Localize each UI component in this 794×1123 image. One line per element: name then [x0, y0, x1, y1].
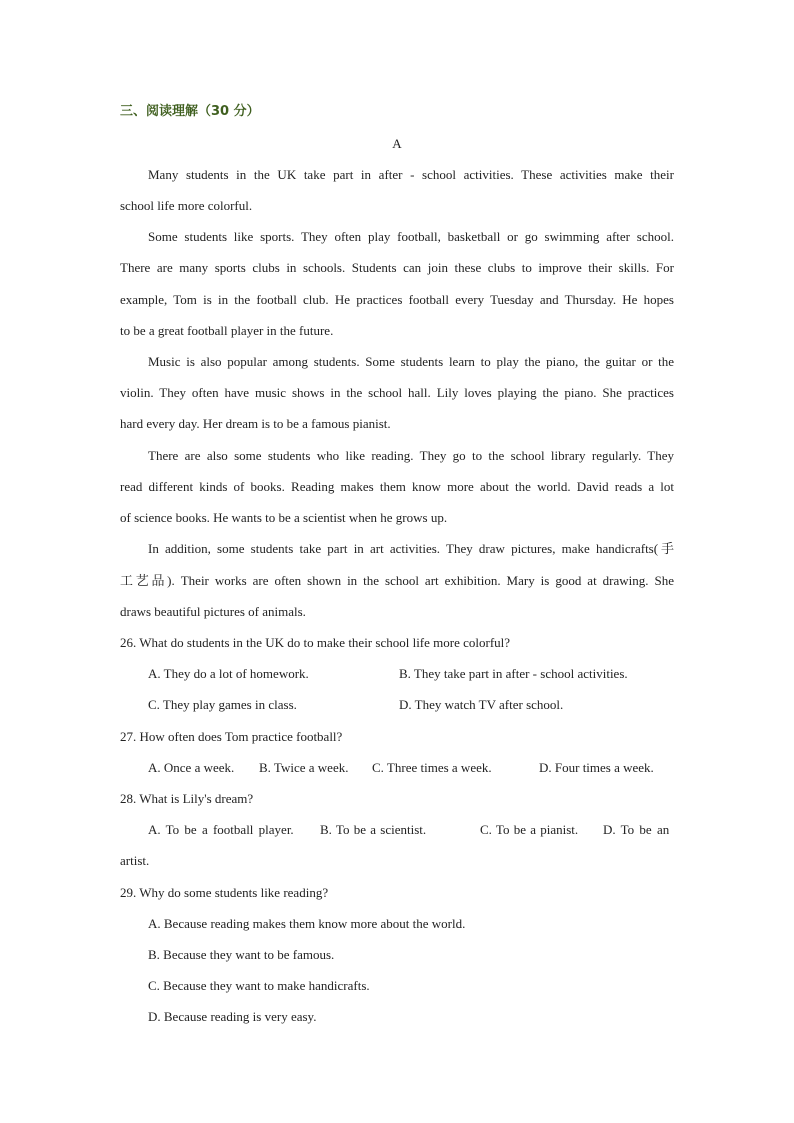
passage-line: to be a great football player in the future.: [120, 323, 334, 338]
question-28-stem: 28. What is Lily's dream?: [120, 791, 254, 806]
question-27-option-d: D. Four times a week.: [539, 760, 654, 775]
passage-line: hard every day. Her dream is to be a famous pianist.: [120, 416, 391, 431]
question-28-option-d: D. To be an: [603, 822, 670, 837]
question-28-option-b: B. To be a scientist.: [320, 822, 427, 837]
passage-line: Music is also popular among students. Some students learn to play the piano, the guitar or the: [148, 354, 674, 369]
passage-line: of science books. He wants to be a scientist when he grows up.: [120, 510, 448, 525]
passage-line: Some students like sports. They often play football, basketball or go swimming after school.: [148, 229, 674, 244]
question-26-option-d: D. They watch TV after school.: [399, 697, 564, 712]
question-27-stem: 27. How often does Tom practice football?: [120, 729, 343, 744]
question-29-option-a: A. Because reading makes them know more about the world.: [148, 916, 466, 931]
question-29-option-d: D. Because reading is very easy.: [148, 1009, 317, 1024]
passage-line: There are also some students who like reading. They go to the school library regularly. They: [148, 448, 674, 463]
passage-line: violin. They often have music shows in the school hall. Lily loves playing the piano. She practices: [120, 385, 674, 400]
passage-line: 工艺品). Their works are often shown in the school art exhibition. Mary is good at drawing. She: [120, 573, 674, 588]
passage-line: read different kinds of books. Reading makes them know more about the world. David reads a lot: [120, 479, 674, 494]
question-28-option-c: C. To be a pianist.: [480, 822, 579, 837]
question-26-option-a: A. They do a lot of homework.: [148, 666, 309, 681]
question-26-option-c: C. They play games in class.: [148, 697, 297, 712]
section-title: 三、阅读理解（30 分）: [120, 104, 260, 119]
passage-line: In addition, some students take part in art activities. They draw pictures, make handicrafts(手: [148, 541, 674, 556]
question-27-option-c: C. Three times a week.: [372, 760, 492, 775]
question-28-option-d-continued: artist.: [120, 853, 150, 868]
passage-line: Many students in the UK take part in after - school activities. These activities make their: [148, 167, 674, 182]
question-29-option-c: C. Because they want to make handicrafts.: [148, 978, 370, 993]
passage-label: A: [392, 136, 402, 151]
question-26-option-b: B. They take part in after - school activities.: [399, 666, 628, 681]
passage-line: school life more colorful.: [120, 198, 253, 213]
question-28-option-a: A. To be a football player.: [148, 822, 294, 837]
question-27-option-b: B. Twice a week.: [259, 760, 349, 775]
question-26-stem: 26. What do students in the UK do to make their school life more colorful?: [120, 635, 511, 650]
question-29-option-b: B. Because they want to be famous.: [148, 947, 335, 962]
question-27-option-a: A. Once a week.: [148, 760, 235, 775]
passage-line: There are many sports clubs in schools. Students can join these clubs to improve their skills. For: [120, 260, 674, 275]
passage-line: draws beautiful pictures of animals.: [120, 604, 306, 619]
question-29-stem: 29. Why do some students like reading?: [120, 885, 329, 900]
passage-line: example, Tom is in the football club. He practices football every Tuesday and Thursday. He hopes: [120, 292, 674, 307]
